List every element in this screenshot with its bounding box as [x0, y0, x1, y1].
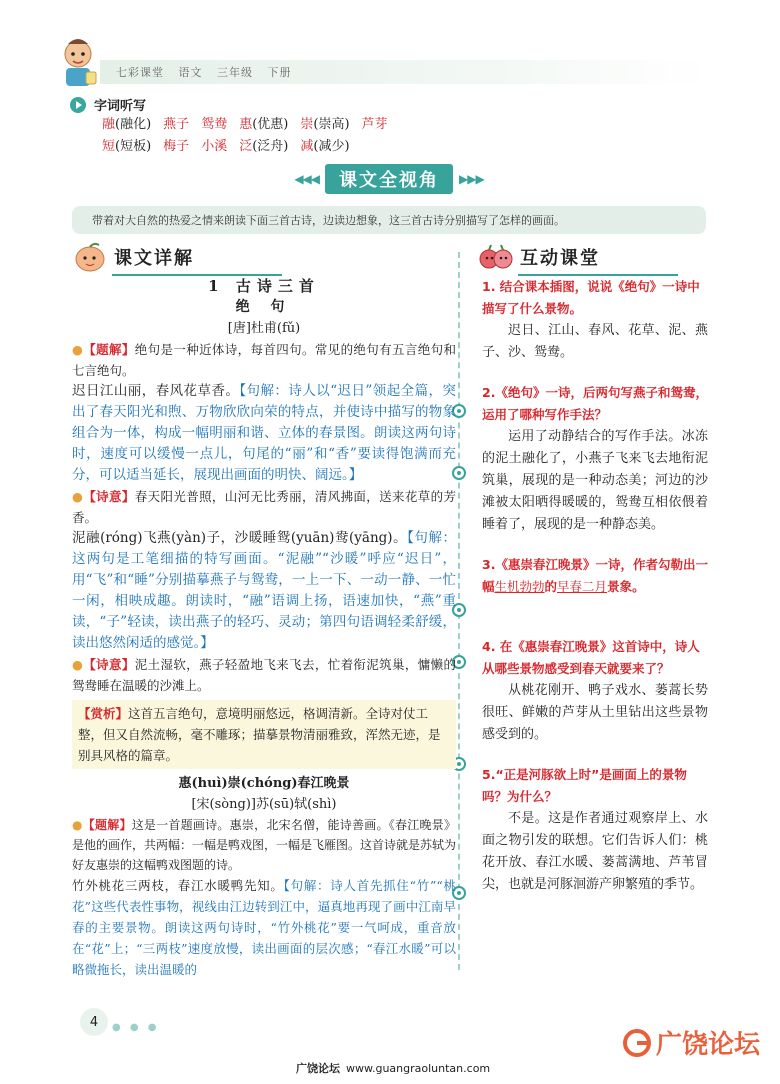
poem2-author: [宋(sòng)]苏(sū)轼(shì) — [191, 797, 337, 812]
dictation-row — [102, 136, 462, 158]
lesson-title: 1 古诗三首 — [208, 277, 320, 295]
fruit-mascot-icon — [478, 242, 514, 272]
question-2: 2.《绝句》一诗，后两句写燕子和鸳鸯，运用了哪种写作手法？ — [482, 385, 708, 422]
question-1: 1. 结合课本插图，说说《绝句》一诗中描写了什么景物。 — [482, 279, 700, 316]
lesson-detail — [72, 276, 456, 980]
peach-mascot-icon — [72, 242, 108, 272]
poem1-line1: 迟日江山丽，春风花草香。【句解：诗人以“迟日”领起全篇，突出了春天阳光和煦、万物欣欣向荣的特点，并使诗中描写的物象组合为一体，构成一幅明丽和谐、立体的春景图。朗读这两句诗时，速度可以缓慢一点儿，句尾的“丽”和“香”要读得饱满而充分，可以适当延长，展现出画面的明快、阔远。】 — [72, 383, 457, 483]
question-4: 4. 在《惠崇春江晚景》这首诗中，诗人从哪些景物感受到春天就要来了？ — [482, 639, 700, 676]
subject-name: 语文 — [178, 66, 203, 79]
dictation-title: 字词听写 — [94, 99, 147, 114]
answer-2: 运用了动静结合的写作手法。冰冻的泥土融化了，小燕子飞来飞去地衔泥筑巢，展现的是一种动态美；河边的沙滩被太阳晒得暖暖的，鸳鸯互相依偎着睡着了，展现的是一种静态美。 — [482, 429, 708, 532]
right-section-heading — [478, 242, 600, 272]
poem1-shiyi2: ●【诗意】泥土湿软，燕子轻盈地飞来飞去，忙着衔泥筑巢，慵懒的鸳鸯睡在温暖的沙滩上。 — [72, 657, 456, 693]
poem2-title: 惠(huì)崇(chóng)春江晚景 — [178, 776, 350, 791]
poem1-shiyi1: ●【诗意】春天阳光普照，山河无比秀丽，清风拂面，送来花草的芳香。 — [72, 489, 456, 525]
banner-title: 课文全视角 — [325, 164, 453, 194]
question-5: 5.“正是河豚欲上时”是画面上的景物吗？为什么？ — [482, 767, 687, 804]
dictation-item: 融(融化) — [102, 117, 152, 132]
bullet-icon: ● — [72, 342, 84, 357]
question-3: 3.《惠崇春江晚景》一诗，作者勾勒出一幅生机勃勃的早春二月景象。 — [482, 557, 708, 594]
dictation-item: 燕子 — [163, 117, 190, 132]
poem2-tijie: ●【题解】这是一首题画诗。惠崇，北宋名僧，能诗善画。《春江晚景》是他的画作，共两幅：一幅是鸭戏图，一幅是飞雁图。这首诗就是苏轼为好友惠崇的这幅鸭戏图题的诗。 — [72, 818, 457, 872]
watermark-logo — [622, 1024, 760, 1061]
interactive-qa — [482, 276, 708, 914]
poem1-title: 绝 句 — [235, 299, 293, 315]
left-section-heading — [72, 242, 194, 272]
left-arrows-icon: ◀◀◀ — [294, 172, 319, 186]
dictation-item: 泛(泛舟) — [239, 139, 289, 154]
dictation-grid — [102, 114, 462, 158]
bullet-icon: ● — [72, 818, 83, 832]
dictation-heading — [70, 95, 146, 114]
dictation-item: 崇(崇高) — [300, 117, 350, 132]
dictation-item: 鸳鸯 — [201, 117, 228, 132]
page-dots: ● ● ● — [112, 1022, 160, 1033]
answer-blank-1: 生机勃勃 — [494, 579, 545, 594]
answer-1: 迟日、江山、春风、花草、泥、燕子、沙、鸳鸯。 — [482, 323, 708, 360]
term-name: 下册 — [267, 66, 292, 79]
header-text — [116, 64, 302, 80]
site-name: 广饶论坛 — [296, 1062, 340, 1075]
dictation-item: 短(短板) — [102, 139, 152, 154]
bullet-icon: ● — [72, 489, 84, 504]
dictation-item: 梅子 — [163, 139, 190, 154]
dictation-item: 芦芽 — [361, 117, 388, 132]
poem1-tijie: ●【题解】绝句是一种近体诗，每首四句。常见的绝句有五言绝句和七言绝句。 — [72, 342, 456, 378]
answer-blank-2: 早春二月 — [557, 579, 608, 594]
right-section-title: 互动课堂 — [520, 248, 600, 269]
site-url: www.guangraoluntan.com — [346, 1062, 491, 1075]
section-banner — [276, 165, 502, 193]
left-section-title: 课文详解 — [114, 248, 194, 269]
bullet-icon: ● — [72, 657, 84, 672]
shangxi-box: 【赏析】这首五言绝句，意境明丽悠远，格调清新。全诗对仗工整，但又自然流畅，毫不雕琢；描摹景物清丽雅致，浑然无迹，是别具风格的篇章。 — [72, 700, 456, 769]
answer-4: 从桃花刚开、鸭子戏水、蒌蒿长势很旺、鲜嫩的芦芽从土里钻出这些景物感受到的。 — [482, 683, 708, 742]
series-name: 七彩课堂 — [116, 66, 164, 79]
dictation-row — [102, 114, 462, 136]
grade-name: 三年级 — [217, 66, 253, 79]
play-icon — [70, 97, 86, 113]
poem1-author: [唐]杜甫(fǔ) — [227, 321, 301, 336]
poem2-line1: 竹外桃花三两枝，春江水暖鸭先知。【句解：诗人首先抓住“竹”“桃花”这些代表性事物，视线由江边转到江中，逼真地再现了画中江南早春的主要景物。朗读这两句诗时，“竹外桃花”要一气呵成，重音放在“花”上；“三两枝”速度放慢，读出画面的层次感；“春江水暖”可以略微拖长，读出温暖的 — [72, 878, 456, 977]
intro-text: 带着对大自然的热爱之情来朗读下面三首古诗，边读边想象，这三首古诗分别描写了怎样的画面。 — [72, 206, 706, 234]
page-number: 4 — [80, 1008, 108, 1036]
dictation-item: 小溪 — [201, 139, 228, 154]
dictation-item: 惠(优惠) — [239, 117, 289, 132]
mascot-icon — [56, 34, 100, 90]
poem1-line2: 泥融(róng)飞燕(yàn)子，沙暖睡鸳(yuān)鸯(yāng)。【句解：这两句是工笔细描的特写画面。“泥融”“沙暖”呼应“迟日”，用“飞”和“睡”分别描摹燕子与鸳鸯，一上一下、一动一静、一忙一闲，相映成趣。朗读时，“融”语调上扬，语速加快，“燕”重读，“子”轻读，读出燕子的轻巧、灵动；第四句语调轻柔舒缓，读出悠然闲适的感觉。】 — [72, 530, 457, 651]
right-arrows-icon: ▶▶▶ — [459, 172, 484, 186]
dictation-item: 减(减少) — [300, 139, 350, 154]
watermark-text: 广饶论坛 — [656, 1030, 761, 1060]
site-footer — [296, 1060, 490, 1076]
answer-5: 不是。这是作者通过观察岸上、水面之物引发的联想。它们告诉人们：桃花开放、春江水暖、蒌蒿满地、芦苇冒尖，也就是河豚洄游产卵繁殖的季节。 — [482, 811, 708, 892]
logo-icon — [622, 1028, 652, 1058]
